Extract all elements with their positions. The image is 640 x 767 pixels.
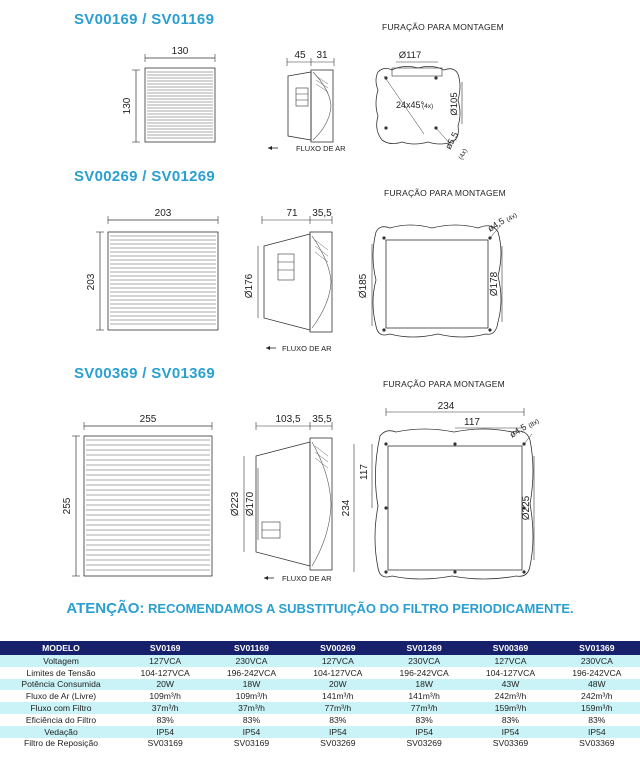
table-cell: 104-127VCA (295, 667, 381, 679)
section-3-title: SV00369 / SV01369 (74, 365, 216, 382)
table-cell: 196-242VCA (554, 667, 640, 679)
section-3-side-dia-inner: Ø170 (245, 491, 256, 517)
section-3-mount-drawing (341, 401, 541, 579)
section-3-mount-left-half: 117 (359, 464, 370, 480)
table-row (0, 726, 640, 738)
section-1-mount-corner-note: (4x) (422, 103, 434, 110)
section-3-side-dia-outer: Ø223 (230, 491, 241, 517)
section-1-side-dim-b: 31 (316, 50, 328, 61)
table-cell: 104-127VCA (467, 667, 553, 679)
section-1-mount-hole-note: (4x) (457, 147, 470, 161)
table-row (0, 738, 640, 750)
section-3-mount-top: 234 (437, 401, 455, 412)
table-cell: 77m³/h (295, 702, 381, 714)
row-label: Fluxo com Filtro (0, 702, 122, 714)
section-2-airflow-label: FLUXO DE AR (282, 344, 332, 353)
table-cell: 109m³/h (208, 690, 294, 702)
table-cell: 48W (554, 679, 640, 691)
spec-table (0, 641, 640, 749)
section-2-side-dia: Ø176 (244, 273, 255, 299)
section-2-side-dim-a: 71 (286, 208, 298, 219)
row-label: Vedação (0, 726, 122, 738)
section-1-airflow-label: FLUXO DE AR (296, 144, 346, 153)
header-model: SV0169 (122, 641, 208, 655)
table-cell: 37m³/h (208, 702, 294, 714)
section-2-front-height: 203 (86, 273, 97, 291)
table-cell: 109m³/h (122, 690, 208, 702)
table-cell: 20W (295, 679, 381, 691)
header-model: SV00369 (467, 641, 553, 655)
section-2-side-dim-b: 35,5 (312, 208, 332, 219)
table-cell: SV03269 (381, 738, 467, 750)
warning-lead: ATENÇÃO: (66, 600, 145, 617)
header-model: SV00269 (295, 641, 381, 655)
section-3-mount-left: 234 (341, 499, 352, 517)
section-2-mount-hole-note: (4x) (505, 211, 519, 224)
section-1-front-width: 130 (171, 46, 189, 57)
table-cell: IP54 (122, 726, 208, 738)
table-cell: IP54 (208, 726, 294, 738)
table-row (0, 679, 640, 691)
table-cell: IP54 (467, 726, 553, 738)
table-cell: 18W (208, 679, 294, 691)
table-row (0, 667, 640, 679)
warning-banner (0, 600, 640, 617)
table-cell: 230VCA (208, 655, 294, 667)
table-cell: 20W (122, 679, 208, 691)
section-3-mount-hole: ø4,5 (507, 421, 529, 440)
section-3-side-dim-b: 35,5 (312, 414, 332, 425)
header-model: SV01269 (381, 641, 467, 655)
section-1-mount-heading: FURAÇÃO PARA MONTAGEM (382, 22, 504, 32)
table-cell: 83% (122, 714, 208, 726)
section-3-front-width: 255 (139, 414, 157, 425)
table-cell: 127VCA (295, 655, 381, 667)
table-cell: 83% (467, 714, 553, 726)
table-cell: 127VCA (122, 655, 208, 667)
table-cell: 83% (554, 714, 640, 726)
section-3-side-dim-a: 103,5 (275, 414, 301, 425)
section-2-mount-left: Ø185 (358, 273, 369, 299)
section-2-mount-heading: FURAÇÃO PARA MONTAGEM (384, 188, 506, 198)
spec-table-header (0, 641, 640, 655)
header-model: SV01169 (208, 641, 294, 655)
table-cell: 104-127VCA (122, 667, 208, 679)
section-2-mount-right: Ø178 (489, 271, 500, 297)
row-label: Voltagem (0, 655, 122, 667)
section-3-mount-top-half: 117 (464, 417, 480, 428)
row-label: Eficiência do Filtro (0, 714, 122, 726)
header-modelo: MODELO (0, 641, 122, 655)
section-1-mount-top: Ø117 (398, 50, 422, 61)
table-cell: 196-242VCA (381, 667, 467, 679)
table-cell: SV03269 (295, 738, 381, 750)
table-cell: 18W (381, 679, 467, 691)
section-1-mount-right: Ø105 (449, 92, 460, 116)
table-row (0, 702, 640, 714)
table-cell: SV03369 (467, 738, 553, 750)
table-cell: 230VCA (381, 655, 467, 667)
section-2-mount-hole: ø4,5 (485, 215, 507, 234)
table-cell: 242m³/h (554, 690, 640, 702)
row-label: Fluxo de Ar (Livre) (0, 690, 122, 702)
section-1-title: SV00169 / SV01169 (74, 11, 215, 28)
section-3-mount-heading: FURAÇÃO PARA MONTAGEM (383, 379, 505, 389)
section-1-mount-hole: ø5,5 (442, 130, 461, 151)
table-cell: IP54 (554, 726, 640, 738)
warning-text: RECOMENDAMOS A SUBSTITUIÇÃO DO FILTRO PERIODICAMENTE. (148, 601, 574, 616)
table-cell: 141m³/h (295, 690, 381, 702)
section-3-airflow-label: FLUXO DE AR (282, 574, 332, 583)
section-1-front-height: 130 (122, 97, 133, 115)
table-cell: 43W (467, 679, 553, 691)
table-cell: 83% (381, 714, 467, 726)
table-cell: SV03169 (122, 738, 208, 750)
section-3-mount-hole-note: (8x) (527, 417, 541, 430)
section-3-side-view (230, 414, 332, 583)
section-3-mount-right: Ø225 (521, 495, 532, 521)
table-cell: 159m³/h (467, 702, 553, 714)
section-3-front-view (62, 414, 212, 576)
row-label: Filtro de Reposição (0, 738, 122, 750)
header-model: SV01369 (554, 641, 640, 655)
table-cell: SV03369 (554, 738, 640, 750)
table-cell: 37m³/h (122, 702, 208, 714)
table-cell: SV03169 (208, 738, 294, 750)
section-3-front-height: 255 (62, 497, 73, 515)
table-cell: IP54 (381, 726, 467, 738)
table-cell: 83% (208, 714, 294, 726)
table-cell: IP54 (295, 726, 381, 738)
row-label: Potência Consumida (0, 679, 122, 691)
table-row (0, 714, 640, 726)
table-cell: 141m³/h (381, 690, 467, 702)
table-cell: 77m³/h (381, 702, 467, 714)
table-row (0, 690, 640, 702)
table-cell: 83% (295, 714, 381, 726)
table-cell: 127VCA (467, 655, 553, 667)
table-cell: 230VCA (554, 655, 640, 667)
section-1-side-dim-a: 45 (294, 50, 306, 61)
table-cell: 242m³/h (467, 690, 553, 702)
section-2-front-width: 203 (154, 208, 172, 219)
table-cell: 196-242VCA (208, 667, 294, 679)
row-label: Limites de Tensão (0, 667, 122, 679)
table-cell: 159m³/h (554, 702, 640, 714)
section-1-mount-corner: 24x45° (396, 100, 425, 110)
table-row (0, 655, 640, 667)
section-2-title: SV00269 / SV01269 (74, 168, 216, 185)
